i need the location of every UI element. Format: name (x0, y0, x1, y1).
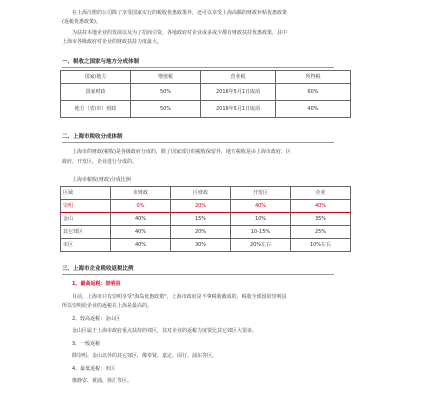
zone-cell: 20%左右 (231, 239, 291, 252)
city-cell: 40% (111, 226, 171, 239)
intro-line1: 在上海注册的公司除了享受国家实行的税收优惠政策外，还可以享受上海高额的财政补贴优惠政策 (72, 10, 288, 16)
city-cell: 40% (111, 239, 171, 252)
item4-para: 像静安、黄浦、徐汇等区。 (72, 378, 133, 384)
district-cell: 20% (171, 200, 231, 213)
header-cell: 增值税 (131, 71, 201, 84)
header-cell: 开发区 (231, 187, 291, 200)
income-tax-cell: 40% (276, 101, 351, 118)
header-cell: 市财政 (111, 187, 171, 200)
section2-para: 上海市的财政(税收)是各级政府分成的，除了国家部分的税收保留外，地方税收是由上海市政府、区 (72, 149, 291, 155)
vat-cell: 50% (131, 84, 201, 101)
table-row (61, 101, 351, 118)
region-cell: 其它郊区 (61, 226, 111, 239)
intro-line2b: 上海市各级政府对企业的财政扶持力度最大。 (62, 39, 163, 45)
city-cell: 0% (111, 200, 171, 213)
district-cell: 20% (171, 226, 231, 239)
section2-divider (62, 142, 334, 143)
table-row (61, 226, 351, 239)
zone-cell: 10-15% (231, 226, 291, 239)
company-cell: 35% (291, 213, 351, 226)
intro-line2: 为扶持本地企业的发展以及为了招商引资，各地政府对企业或多或少都有财政扶持优惠政策，其中 (72, 30, 288, 36)
item2-para: 金山区属于上海市政府重点扶持的郊区，其对企业的返税力度要比其它郊区大很多。 (72, 328, 258, 334)
header-cell: 营业税 (201, 71, 276, 84)
district-cell: 30% (171, 239, 231, 252)
header-cell: 企业 (291, 187, 351, 200)
item4-title: 4、最低返税：市区 (72, 366, 116, 372)
table-row (61, 239, 351, 252)
region-cell: 金山 (61, 213, 111, 226)
income-tax-cell: 60% (276, 84, 351, 101)
section1-title: 一、税收之国家与地方分成体制 (62, 59, 140, 65)
item1-title: 1、最高返税：崇明县 (72, 281, 121, 287)
vat-cell: 50% (131, 101, 201, 118)
shanghai-split-table (60, 186, 351, 252)
zone-cell: 40% (231, 200, 291, 213)
biz-tax-cell: 2016年5月1日取消 (201, 101, 276, 118)
district-cell: 15% (171, 213, 231, 226)
table-row (61, 84, 351, 101)
section3-title: 三、上海市企业税收返税比例 (62, 266, 134, 272)
header-cell: 区域 (61, 187, 111, 200)
company-cell: 40% (291, 200, 351, 213)
item3-para: 除崇明、金山以外的其它郊区，像奉贤、嘉定、闵行、浦东等区。 (72, 353, 218, 359)
company-cell: 25% (291, 226, 351, 239)
row-label: 国家财政 (61, 84, 131, 101)
company-cell: 10%左右 (291, 239, 351, 252)
row-label: 地方（省/市）财政 (61, 101, 131, 118)
section1-divider (62, 67, 334, 68)
item2-title: 2、较高返税：金山区 (72, 316, 121, 322)
section2-title: 二、上海市税收分成体制 (62, 134, 123, 140)
tax-split-header-row (61, 71, 351, 84)
header-cell: 所得税 (276, 71, 351, 84)
split-table-caption: 上海市税收(财政)分成比例 (72, 177, 131, 183)
region-cell: 崇明 (61, 200, 111, 213)
city-cell: 40% (111, 213, 171, 226)
table-row (61, 213, 351, 226)
intro-line1b: (返税优惠政策)。 (62, 19, 101, 25)
biz-tax-cell: 2016年5月1日取消 (201, 84, 276, 101)
region-cell: 市区 (61, 239, 111, 252)
item1-para-b: 所以崇明给企业的返税在上海是最高的。 (62, 303, 153, 309)
section3-divider (62, 274, 334, 275)
header-cell: 国家/地方 (61, 71, 131, 84)
item1-para: 目前，上海市只有崇明享受"海岛优惠政策"，上海市政府是不拿税收截成的，税收全部留给崇明县 (72, 294, 287, 300)
header-cell: 区财政 (171, 187, 231, 200)
split-header-row (61, 187, 351, 200)
zone-cell: 10% (231, 213, 291, 226)
section2-para-b: 政府、开发区、企业进行分成的。 (62, 159, 138, 165)
table-row-highlighted (61, 200, 351, 213)
item3-title: 3、一般返税 (72, 341, 101, 347)
tax-split-table (60, 70, 351, 118)
